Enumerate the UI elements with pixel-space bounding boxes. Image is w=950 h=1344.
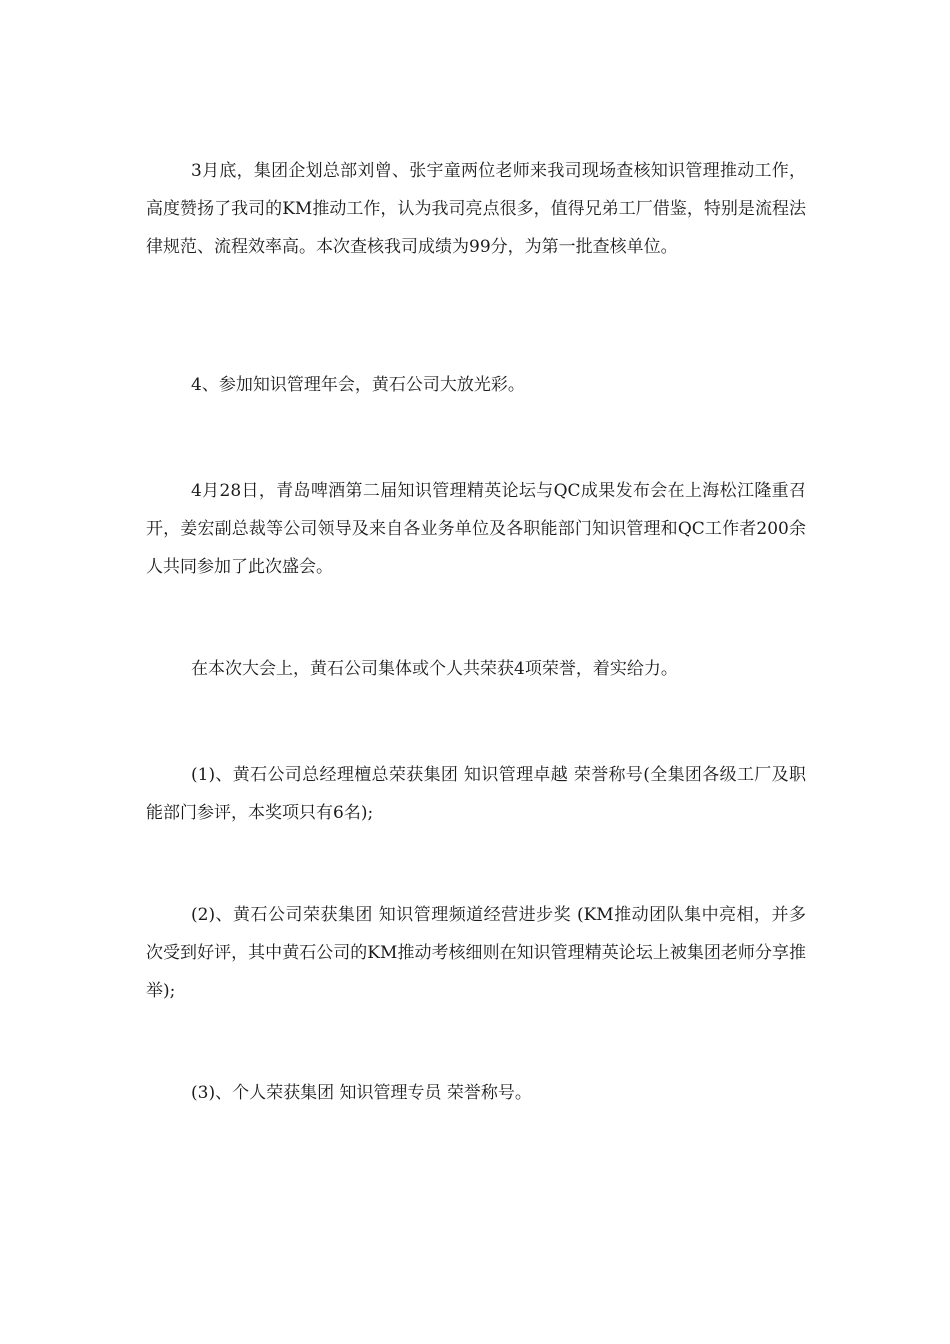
paragraph-honors-summary: 在本次大会上，黄石公司集体或个人共荣获4项荣誉，着实给力。	[191, 659, 678, 679]
paragraph-honor-3: (3)、个人荣获集团 知识管理专员 荣誉称号。	[191, 1083, 532, 1103]
paragraph-annual-meeting-heading: 4、参加知识管理年会，黄石公司大放光彩。	[191, 375, 525, 395]
paragraph-inspection: 3月底，集团企划总部刘曾、张宇童两位老师来我司现场查核知识管理推动工作，高度赞扬了我司的KM推动工作，认为我司亮点很多，值得兄弟工厂借鉴，特别是流程法律规范、流程效率高。本次查核我司成绩为99分，为第一批查核单位。	[146, 161, 806, 257]
paragraph-forum: 4月28日，青岛啤酒第二届知识管理精英论坛与QC成果发布会在上海松江隆重召开，姜宏副总裁等公司领导及来自各业务单位及各职能部门知识管理和QC工作者200余人共同参加了此次盛会。	[146, 481, 806, 577]
paragraph-honor-1: (1)、黄石公司总经理檀总荣获集团 知识管理卓越 荣誉称号(全集团各级工厂及职能部门参评，本奖项只有6名);	[146, 765, 806, 823]
paragraph-honor-2: (2)、黄石公司荣获集团 知识管理频道经营进步奖 (KM推动团队集中亮相，并多次受到好评，其中黄石公司的KM推动考核细则在知识管理精英论坛上被集团老师分享推举);	[146, 905, 806, 1001]
